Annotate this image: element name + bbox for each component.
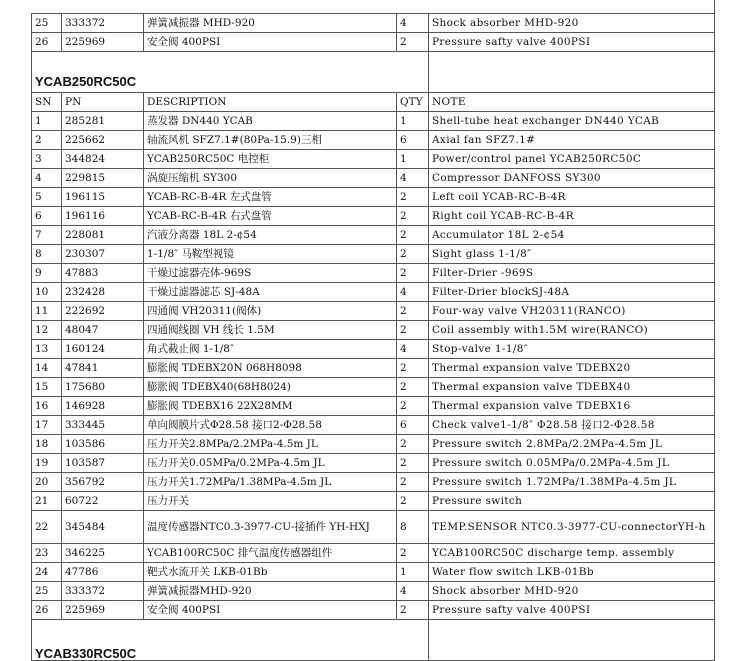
cell-description: 安全阀 400PSI: [144, 601, 397, 620]
cell-pn: 225662: [62, 131, 144, 150]
bom-table: [31, 13, 715, 661]
cell-qty: 4: [397, 14, 429, 33]
cell-qty: 2: [397, 435, 429, 454]
cell-description: YCAB-RC-B-4R 右式盘管: [144, 207, 397, 226]
table-row: [32, 378, 715, 397]
cell-qty: 8: [397, 511, 429, 544]
cell-qty: 2: [397, 473, 429, 492]
cell-sn: 18: [32, 435, 62, 454]
cell-sn: 4: [32, 169, 62, 188]
cell-note: Compressor DANFOSS SY300: [429, 169, 715, 188]
section-header-row: [32, 620, 715, 661]
cell-sn: 24: [32, 563, 62, 582]
cell-sn: 9: [32, 264, 62, 283]
cell-sn: 3: [32, 150, 62, 169]
cell-pn: 47786: [62, 563, 144, 582]
cell-description: 压力开关1.72MPa/1.38MPa-4.5m JL: [144, 473, 397, 492]
cell-pn: 103587: [62, 454, 144, 473]
cell-qty: 4: [397, 582, 429, 601]
cell-sn: 5: [32, 188, 62, 207]
cell-sn: 13: [32, 340, 62, 359]
cell-description: 涡旋压缩机 SY300: [144, 169, 397, 188]
cell-pn: 285281: [62, 112, 144, 131]
cell-note: Accumulator 18L 2-¢54: [429, 226, 715, 245]
header-sn: SN: [32, 93, 62, 112]
cell-description: 干燥过滤器滤芯 SJ-48A: [144, 283, 397, 302]
cell-note: Filter-Drier -969S: [429, 264, 715, 283]
cell-description: 角式截止阀 1-1/8″: [144, 340, 397, 359]
table-row: [32, 563, 715, 582]
cell-qty: 6: [397, 131, 429, 150]
cell-qty: 2: [397, 378, 429, 397]
table-row: [32, 302, 715, 321]
cell-pn: 47841: [62, 359, 144, 378]
cell-description: 汽液分离器 18L 2-¢54: [144, 226, 397, 245]
header-pn: PN: [62, 93, 144, 112]
cell-sn: 1: [32, 112, 62, 131]
cell-sn: 16: [32, 397, 62, 416]
cell-sn: 6: [32, 207, 62, 226]
cell-sn: 19: [32, 454, 62, 473]
cell-pn: 356792: [62, 473, 144, 492]
cell-note: Sight glass 1-1/8″: [429, 245, 715, 264]
cell-qty: 4: [397, 169, 429, 188]
cell-sn: 23: [32, 544, 62, 563]
cell-qty: 1: [397, 150, 429, 169]
table-row: [32, 340, 715, 359]
cell-note: Pressure switch 0.05MPa/0.2MPa-4.5m JL: [429, 454, 715, 473]
cell-note: Thermal expansion valve TDEBX20: [429, 359, 715, 378]
cell-note: Shock absorber MHD-920: [429, 14, 715, 33]
table-header-row: [32, 93, 715, 112]
cell-pn: 344824: [62, 150, 144, 169]
cell-qty: 2: [397, 359, 429, 378]
cell-pn: 196115: [62, 188, 144, 207]
cell-pn: 232428: [62, 283, 144, 302]
table-row: [32, 544, 715, 563]
table-row: [32, 601, 715, 620]
cell-pn: 146928: [62, 397, 144, 416]
cell-qty: 1: [397, 563, 429, 582]
section-title: YCAB330RC50C: [32, 620, 429, 661]
cell-description: 1-1/8″ 马鞍型视镜: [144, 245, 397, 264]
cell-qty: 2: [397, 264, 429, 283]
cell-sn: 21: [32, 492, 62, 511]
table-row: [32, 283, 715, 302]
cell-description: 四通阀 VH20311(阀体): [144, 302, 397, 321]
table-row: [32, 359, 715, 378]
cell-sn: 7: [32, 226, 62, 245]
cell-sn: 11: [32, 302, 62, 321]
cell-pn: 175680: [62, 378, 144, 397]
cell-pn: 230307: [62, 245, 144, 264]
table-row: [32, 188, 715, 207]
table-row: [32, 264, 715, 283]
cell-note: Pressure safty valve 400PSI: [429, 33, 715, 52]
cell-qty: 1: [397, 112, 429, 131]
table-row: [32, 150, 715, 169]
cell-note: Pressure switch 1.72MPa/1.38MPa-4.5m JL: [429, 473, 715, 492]
table-row: [32, 416, 715, 435]
cell-note: Thermal expansion valve TDEBX40: [429, 378, 715, 397]
table-row: [32, 511, 715, 544]
cell-description: 弹簧减振器MHD-920: [144, 582, 397, 601]
cell-description: 轴流风机 SFZ7.1#(80Pa-15.9)三相: [144, 131, 397, 150]
cell-qty: 4: [397, 340, 429, 359]
cell-qty: 2: [397, 397, 429, 416]
cell-sn: 17: [32, 416, 62, 435]
header-note: NOTE: [429, 93, 715, 112]
cell-qty: 2: [397, 33, 429, 52]
cell-pn: 225969: [62, 33, 144, 52]
section-header-row: [32, 52, 715, 93]
cell-note: Axial fan SFZ7.1#: [429, 131, 715, 150]
table-row: [32, 492, 715, 511]
cell-qty: 2: [397, 245, 429, 264]
cell-note: Coil assembly with1.5M wire(RANCO): [429, 321, 715, 340]
cell-qty: 2: [397, 454, 429, 473]
cell-description: 四通阀线圈 VH 线长 1.5M: [144, 321, 397, 340]
table-row: [32, 321, 715, 340]
cell-qty: 2: [397, 601, 429, 620]
cell-note: Shell-tube heat exchanger DN440 YCAB: [429, 112, 715, 131]
header-qty: QTY: [397, 93, 429, 112]
cell-description: 安全阀 400PSI: [144, 33, 397, 52]
cell-note: Pressure switch 2.8MPa/2.2MPa-4.5m JL: [429, 435, 715, 454]
cell-pn: 228081: [62, 226, 144, 245]
cell-pn: 47883: [62, 264, 144, 283]
cell-note: YCAB100RC50C discharge temp. assembly: [429, 544, 715, 563]
cell-description: YCAB-RC-B-4R 左式盘管: [144, 188, 397, 207]
cell-description: 温度传感器NTC0.3-3977-CU-接插件 YH-HXJ: [144, 511, 397, 544]
table-row: [32, 454, 715, 473]
cell-description: 膨胀阀 TDEBX40(68H8024): [144, 378, 397, 397]
table-row: [32, 226, 715, 245]
table-row: [32, 473, 715, 492]
cell-pn: 196116: [62, 207, 144, 226]
cell-sn: 25: [32, 14, 62, 33]
cell-note: Pressure switch: [429, 492, 715, 511]
cell-pn: 333445: [62, 416, 144, 435]
cell-pn: 222692: [62, 302, 144, 321]
cell-sn: 10: [32, 283, 62, 302]
cell-qty: 4: [397, 283, 429, 302]
cell-sn: 2: [32, 131, 62, 150]
cell-note: Power/control panel YCAB250RC50C: [429, 150, 715, 169]
cell-note: Right coil YCAB-RC-B-4R: [429, 207, 715, 226]
cell-pn: 333372: [62, 14, 144, 33]
cell-qty: 2: [397, 302, 429, 321]
cell-note: Four-way valve VH20311(RANCO): [429, 302, 715, 321]
cell-note: TEMP.SENSOR NTC0.3-3977-CU-connectorYH-h: [429, 511, 715, 544]
table-row: [32, 582, 715, 601]
cell-sn: 15: [32, 378, 62, 397]
cell-description: 压力开关2.8MPa/2.2MPa-4.5m JL: [144, 435, 397, 454]
section-title: YCAB250RC50C: [32, 52, 429, 93]
section-blank-cell: [429, 620, 715, 661]
cell-qty: 2: [397, 544, 429, 563]
cell-description: 压力开关0.05MPa/0.2MPa-4.5m JL: [144, 454, 397, 473]
table-row: [32, 33, 715, 52]
cell-description: 单向阀膜片式Φ28.58 接口2-Φ28.58: [144, 416, 397, 435]
cell-qty: 2: [397, 321, 429, 340]
cell-note: Shock absorber MHD-920: [429, 582, 715, 601]
cell-pn: 60722: [62, 492, 144, 511]
cell-note: Left coil YCAB-RC-B-4R: [429, 188, 715, 207]
cell-pn: 160124: [62, 340, 144, 359]
cell-pn: 103586: [62, 435, 144, 454]
cell-note: Stop-valve 1-1/8″: [429, 340, 715, 359]
cell-sn: 8: [32, 245, 62, 264]
cell-qty: 2: [397, 188, 429, 207]
cell-description: YCAB250RC50C 电控柜: [144, 150, 397, 169]
cell-pn: 229815: [62, 169, 144, 188]
table-row: [32, 112, 715, 131]
cell-sn: 26: [32, 33, 62, 52]
table-row: [32, 14, 715, 33]
cell-qty: 6: [397, 416, 429, 435]
cell-pn: 48047: [62, 321, 144, 340]
table-row: [32, 131, 715, 150]
cell-description: 弹簧减振器 MHD-920: [144, 14, 397, 33]
cell-pn: 346225: [62, 544, 144, 563]
cell-note: Pressure safty valve 400PSI: [429, 601, 715, 620]
cell-description: 干燥过滤器壳体-969S: [144, 264, 397, 283]
cell-qty: 2: [397, 207, 429, 226]
cell-note: Thermal expansion valve TDEBX16: [429, 397, 715, 416]
cell-note: Filter-Drier blockSJ-48A: [429, 283, 715, 302]
cell-pn: 225969: [62, 601, 144, 620]
cell-note: Check valve1-1/8″ Φ28.58 接口2-Φ28.58: [429, 416, 715, 435]
cell-pn: 333372: [62, 582, 144, 601]
table-row: [32, 435, 715, 454]
cell-sn: 12: [32, 321, 62, 340]
cell-description: 蒸发器 DN440 YCAB: [144, 112, 397, 131]
cell-pn: 345484: [62, 511, 144, 544]
cell-sn: 26: [32, 601, 62, 620]
cell-sn: 22: [32, 511, 62, 544]
cell-sn: 14: [32, 359, 62, 378]
table-row: [32, 245, 715, 264]
cell-description: 压力开关: [144, 492, 397, 511]
cell-sn: 25: [32, 582, 62, 601]
section-blank-cell: [429, 52, 715, 93]
cell-description: YCAB100RC50C 排气温度传感器组件: [144, 544, 397, 563]
cell-sn: 20: [32, 473, 62, 492]
cell-description: 膨胀阀 TDEBX20N 068H8098: [144, 359, 397, 378]
cell-qty: 2: [397, 492, 429, 511]
cell-qty: 2: [397, 226, 429, 245]
table-row: [32, 397, 715, 416]
cell-note: Water flow switch LKB-01Bb: [429, 563, 715, 582]
header-description: DESCRIPTION: [144, 93, 397, 112]
table-row: [32, 207, 715, 226]
table-row: [32, 169, 715, 188]
cell-description: 靶式水流开关 LKB-01Bb: [144, 563, 397, 582]
cell-description: 膨胀阀 TDEBX16 22X28MM: [144, 397, 397, 416]
